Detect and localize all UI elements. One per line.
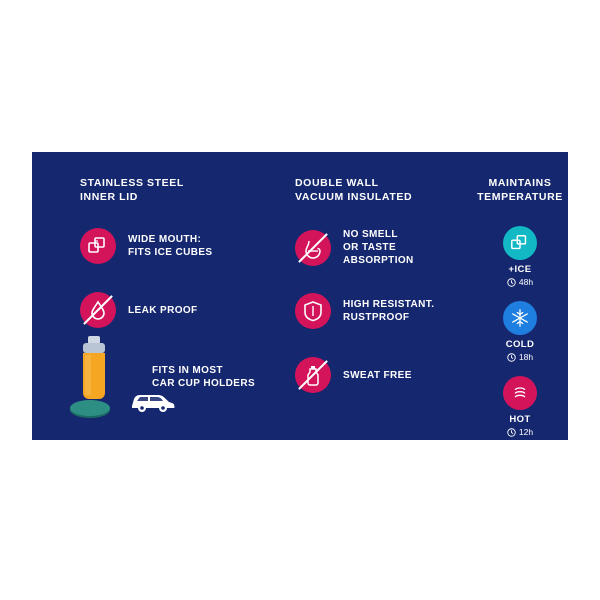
feature-no-smell xyxy=(295,228,485,267)
temperature-name: COLD xyxy=(505,339,535,350)
column-heading-line1: STAINLESS STEEL xyxy=(80,177,184,189)
leak-drop-icon xyxy=(80,292,116,328)
temperature-duration-text: 12h xyxy=(518,427,534,437)
feature-label xyxy=(128,233,213,259)
column-heading-line2: TEMPERATURE xyxy=(477,191,563,203)
fits-note-line1: FITS IN MOST xyxy=(152,365,223,376)
feature-label-line3: ABSORPTION xyxy=(343,255,414,266)
feature-label xyxy=(128,304,198,317)
temperature-duration-text: 18h xyxy=(518,352,534,362)
feature-label xyxy=(343,298,434,324)
column-heading xyxy=(295,176,485,204)
ice-cubes-icon xyxy=(80,228,116,264)
bottle-icon xyxy=(72,334,116,404)
fits-in-cup-holders-text xyxy=(152,364,292,390)
nose-smell-icon xyxy=(295,230,331,266)
lid-icon xyxy=(68,400,112,420)
feature-label xyxy=(343,369,412,382)
snowflake-icon xyxy=(503,301,537,335)
feature-label-line1: HIGH RESISTANT. xyxy=(343,299,435,310)
temperature-item-ice xyxy=(490,226,550,287)
temperature-duration xyxy=(507,352,533,362)
feature-label-line1: LEAK PROOF xyxy=(128,304,198,316)
ice-cubes-icon xyxy=(503,226,537,260)
feature-leak-proof xyxy=(80,292,270,328)
fits-note-line2: CAR CUP HOLDERS xyxy=(152,378,256,389)
column-heading xyxy=(80,176,270,204)
feature-label xyxy=(343,228,414,267)
column-heading-line1: MAINTAINS xyxy=(488,177,552,189)
column-double-wall-vacuum-insulated xyxy=(295,176,485,393)
temperature-duration-text: 48h xyxy=(518,277,534,287)
column-heading-line2: INNER LID xyxy=(80,191,138,203)
clock-icon xyxy=(507,428,516,437)
feature-label-line2: RUSTPROOF xyxy=(343,312,410,323)
feature-label-line1: NO SMELL xyxy=(343,229,398,240)
heat-waves-icon xyxy=(503,376,537,410)
column-heading-line1: DOUBLE WALL xyxy=(295,177,379,189)
feature-label-line2: FITS ICE CUBES xyxy=(128,247,213,258)
temperature-item-hot xyxy=(490,376,550,437)
column-stainless-steel-inner-lid xyxy=(80,176,270,389)
column-heading xyxy=(472,176,568,204)
column-maintains-temperature xyxy=(472,176,568,437)
feature-wide-mouth xyxy=(80,228,270,264)
clock-icon xyxy=(507,278,516,287)
clock-icon xyxy=(507,353,516,362)
sweat-bottle-icon xyxy=(295,357,331,393)
temperature-name: HOT xyxy=(509,414,531,425)
car-icon xyxy=(128,388,176,414)
feature-label-line1: WIDE MOUTH: xyxy=(128,234,202,245)
feature-high-resistant xyxy=(295,293,485,329)
shield-icon xyxy=(295,293,331,329)
feature-label-line1: SWEAT FREE xyxy=(343,369,412,381)
column-heading-line2: VACUUM INSULATED xyxy=(295,191,413,203)
feature-sweat-free xyxy=(295,357,485,393)
infographic-panel xyxy=(32,152,568,440)
temperature-duration xyxy=(507,277,533,287)
temperature-item-cold xyxy=(490,301,550,362)
temperature-duration xyxy=(507,427,533,437)
temperature-name: +ICE xyxy=(508,264,532,275)
feature-label-line2: OR TASTE xyxy=(343,242,397,253)
